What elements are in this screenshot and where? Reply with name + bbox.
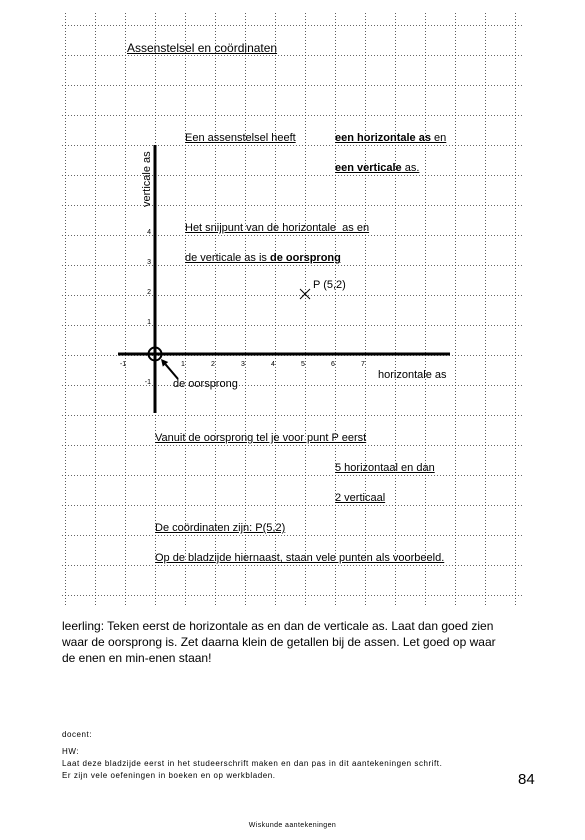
origin-label: de oorsprong bbox=[173, 378, 238, 390]
teacher-label: docent: bbox=[62, 730, 93, 739]
explanation-line-1: Vanuit de oorsprong tel je voor punt P eerst bbox=[155, 432, 367, 444]
x-tick-label: 4 bbox=[271, 361, 275, 368]
explanation-line-3: 2 verticaal bbox=[335, 492, 386, 504]
point-p-label: P (5,2) bbox=[313, 279, 346, 291]
x-tick-label: 7 bbox=[361, 361, 365, 368]
intro-horizontal-axis-text bbox=[335, 132, 446, 145]
intro-vertical-axis-text bbox=[335, 162, 419, 175]
x-tick-label: 6 bbox=[331, 361, 335, 368]
intro-end: as. bbox=[401, 162, 420, 174]
student-instruction bbox=[62, 618, 496, 666]
student-instruction-line: waar de oorsprong is. Zet daarna klein de getallen bij de assen. Let goed op waar bbox=[62, 635, 496, 649]
example-note: Op de bladzijde hiernaast, staan vele punten als voorbeeld. bbox=[155, 552, 445, 564]
homework-line: Er zijn vele oefeningen in boeken en op werkbladen. bbox=[62, 771, 276, 780]
y-tick-label: -1 bbox=[144, 379, 151, 386]
x-tick-label: 2 bbox=[211, 361, 215, 368]
horizontal-axis-label: horizontale as bbox=[378, 369, 447, 381]
x-tick-label: 1 bbox=[181, 361, 185, 368]
coordinates-statement: De coördinaten zijn: P(5,2) bbox=[155, 522, 286, 534]
vertical-axis-term: een verticale bbox=[335, 162, 402, 174]
homework-label: HW: bbox=[62, 747, 80, 756]
student-instruction-line: leerling: Teken eerst de horizontale as en dan de verticale as. Laat dan goed zien bbox=[62, 619, 494, 633]
x-tick-label: 3 bbox=[241, 361, 245, 368]
horizontal-axis-term: een horizontale as bbox=[335, 132, 431, 144]
origin-definition-line-1: Het snijpunt van de horizontale as en bbox=[185, 222, 370, 234]
student-instruction-line: de enen en min-enen staan! bbox=[62, 651, 212, 665]
page-title: Assenstelsel en coördinaten bbox=[127, 41, 278, 55]
explanation-line-2: 5 horizontaal en dan bbox=[335, 462, 435, 474]
y-tick-label: 4 bbox=[147, 229, 151, 236]
x-tick-label: -1 bbox=[119, 361, 127, 368]
y-tick-label: 1 bbox=[147, 319, 151, 326]
intro-connector: en bbox=[430, 132, 447, 144]
intro-text: Een assenstelsel heeft bbox=[185, 132, 296, 144]
origin-definition-line-2 bbox=[185, 252, 341, 265]
origin-term: de oorsprong bbox=[269, 252, 341, 264]
vertical-axis-label: verticale as bbox=[141, 151, 153, 207]
dotted-grid bbox=[62, 12, 524, 606]
homework-line: Laat deze bladzijde eerst in het studeerschrift maken en dan pas in dit aantekeningen schrift. bbox=[62, 759, 443, 768]
x-tick-label: 5 bbox=[301, 361, 305, 368]
origin-definition-text: de verticale as is bbox=[185, 252, 270, 264]
page-number: 84 bbox=[518, 771, 535, 788]
page-footer: Wiskunde aantekeningen bbox=[248, 822, 337, 829]
y-tick-label: 3 bbox=[147, 259, 151, 266]
y-tick-label: 2 bbox=[147, 289, 151, 296]
